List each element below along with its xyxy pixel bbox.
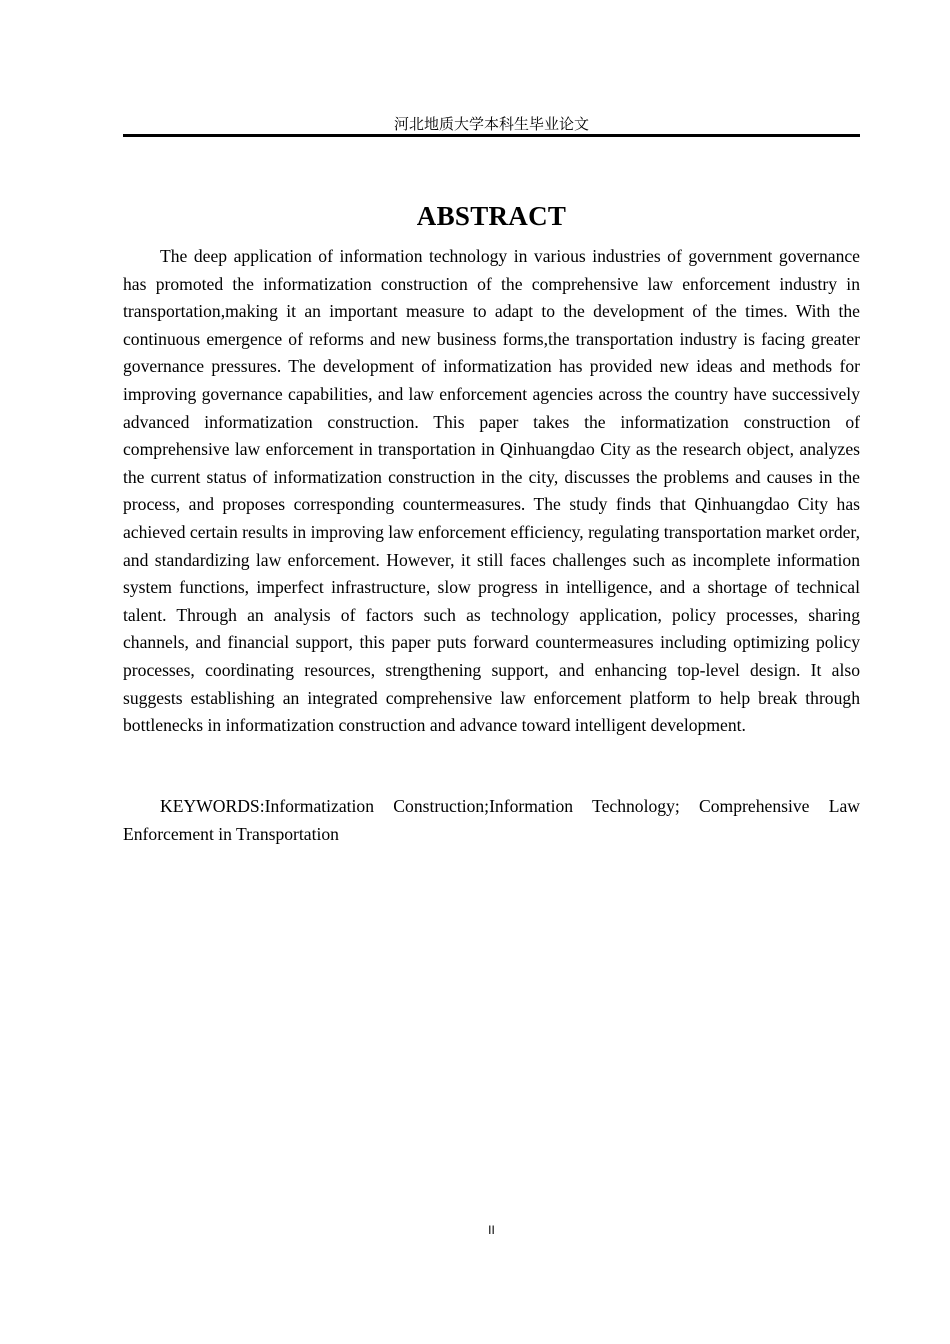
- header-rule: [123, 134, 860, 137]
- keywords: KEYWORDS:Informatization Construction;Information Technology; Comprehensive Law Enforcement in Transportation: [123, 796, 860, 844]
- page-number: II: [488, 1223, 495, 1237]
- running-header: 河北地质大学本科生毕业论文: [393, 115, 589, 133]
- abstract-title: ABSTRACT: [416, 201, 567, 232]
- abstract-body: The deep application of information technology in various industries of government governance has promoted the informatization construction of the comprehensive law enforcement industry in transportation,making it an important measure to adapt to the development of the times. With the continuous emergence of reforms and new business forms,the transportation industry is facing greater governance pressures. The development of informatization has provided new ideas and methods for improving governance capabilities, and law enforcement agencies across the country have successively advanced informatization construction. This paper takes the informatization construction of comprehensive law enforcement in transportation in Qinhuangdao City as the research object, analyzes the current status of informatization construction in the city, discusses the problems and causes in the process, and proposes corresponding countermeasures. The study finds that Qinhuangdao City has achieved certain results in improving law enforcement efficiency, regulating transportation market order, and standardizing law enforcement. However, it still faces challenges such as incomplete information system functions, imperfect infrastructure, slow progress in intelligence, and a shortage of technical talent. Through an analysis of factors such as technology application, policy processes, sharing channels, and financial support, this paper puts forward countermeasures including optimizing policy processes, coordinating resources, strengthening support, and enhancing top-level design. It also suggests establishing an integrated comprehensive law enforcement platform to help break through bottlenecks in informatization construction and advance toward intelligent development.: [123, 246, 860, 736]
